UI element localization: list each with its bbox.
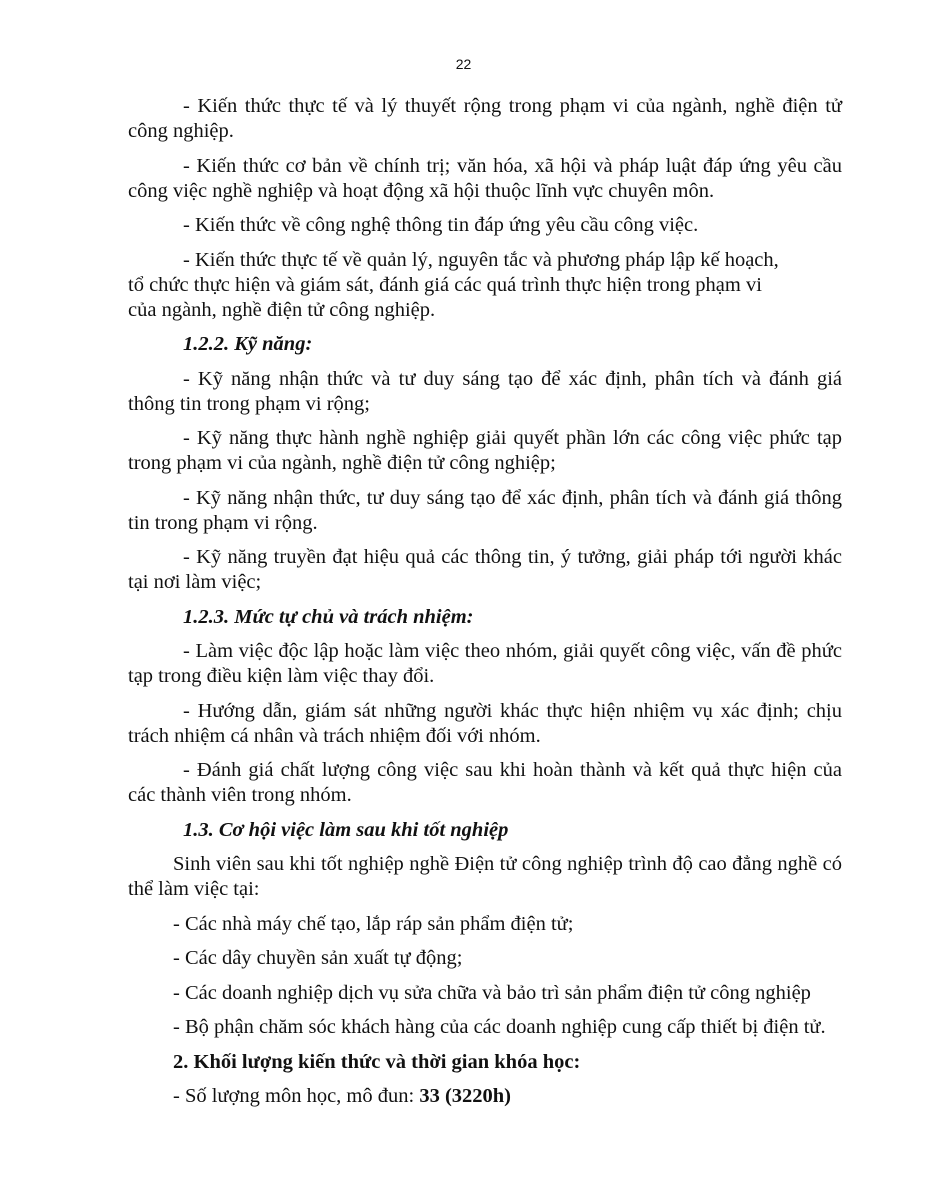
autonomy-item-2: - Hướng dẫn, giám sát những người khác thực hiện nhiệm vụ xác định; chịu trách nhiệm cá nhân và trách nhiệm đối với nhóm. xyxy=(128,699,842,747)
subjects-label: - Số lượng môn học, mô đun: xyxy=(173,1085,420,1107)
jobs-intro: Sinh viên sau khi tốt nghiệp nghề Điện tử công nghiệp trình độ cao đẳng nghề có thể làm việc tại: xyxy=(128,853,842,900)
jobs-item-2: - Các dây chuyền sản xuất tự động; xyxy=(173,947,463,969)
autonomy-heading: 1.2.3. Mức tự chủ và trách nhiệm: xyxy=(183,605,474,628)
skills-item-3: - Kỹ năng nhận thức, tư duy sáng tạo để xác định, phân tích và đánh giá thông tin trong phạm vi rộng. xyxy=(128,486,842,534)
skills-item-4: - Kỹ năng truyền đạt hiệu quả các thông tin, ý tưởng, giải pháp tới người khác tại nơi làm việc; xyxy=(128,546,842,593)
document-body xyxy=(128,94,842,1119)
jobs-item-3: - Các doanh nghiệp dịch vụ sửa chữa và bảo trì sản phẩm điện tử công nghiệp xyxy=(173,981,811,1004)
knowledge-item-4-line-1: - Kiến thức thực tế về quản lý, nguyên tắc và phương pháp lập kế hoạch, xyxy=(183,248,779,271)
knowledge-item-4-line-3: của ngành, nghề điện tử công nghiệp. xyxy=(128,298,436,321)
knowledge-item-4-line-2: tổ chức thực hiện và giám sát, đánh giá các quá trình thực hiện trong phạm vi xyxy=(128,273,762,296)
skills-heading: 1.2.2. Kỹ năng: xyxy=(183,333,313,355)
jobs-heading: 1.3. Cơ hội việc làm sau khi tốt nghiệp xyxy=(183,818,509,841)
autonomy-item-1: - Làm việc độc lập hoặc làm việc theo nhóm, giải quyết công việc, vấn đề phức tạp trong điều kiện làm việc thay đổi. xyxy=(128,640,842,687)
jobs-item-4: - Bộ phận chăm sóc khách hàng của các doanh nghiệp cung cấp thiết bị điện tử. xyxy=(173,1016,826,1038)
knowledge-item-1: - Kiến thức thực tế và lý thuyết rộng trong phạm vi của ngành, nghề điện tử công nghiệp. xyxy=(128,95,842,142)
jobs-item-1: - Các nhà máy chế tạo, lắp ráp sản phẩm điện tử; xyxy=(173,912,574,935)
page-number: 22 xyxy=(455,56,472,72)
subjects-count xyxy=(128,1084,842,1109)
subjects-value: 33 (3220h) xyxy=(419,1085,511,1107)
section-2-heading: 2. Khối lượng kiến thức và thời gian khóa học: xyxy=(173,1050,581,1073)
skills-item-2: - Kỹ năng thực hành nghề nghiệp giải quyết phần lớn các công việc phức tạp trong phạm vi của ngành, nghề điện tử công nghiệp; xyxy=(128,427,842,474)
knowledge-item-3: - Kiến thức về công nghệ thông tin đáp ứng yêu cầu công việc. xyxy=(183,214,699,236)
knowledge-item-4 xyxy=(128,248,842,323)
skills-item-1: - Kỹ năng nhận thức và tư duy sáng tạo để xác định, phân tích và đánh giá thông tin trong phạm vi rộng; xyxy=(128,367,842,415)
knowledge-item-2: - Kiến thức cơ bản về chính trị; văn hóa, xã hội và pháp luật đáp ứng yêu cầu công việc nghề nghiệp và hoạt động xã hội thuộc lĩnh vực chuyên môn. xyxy=(128,154,842,202)
autonomy-item-3: - Đánh giá chất lượng công việc sau khi hoàn thành và kết quả thực hiện của các thành viên trong nhóm. xyxy=(128,759,842,806)
